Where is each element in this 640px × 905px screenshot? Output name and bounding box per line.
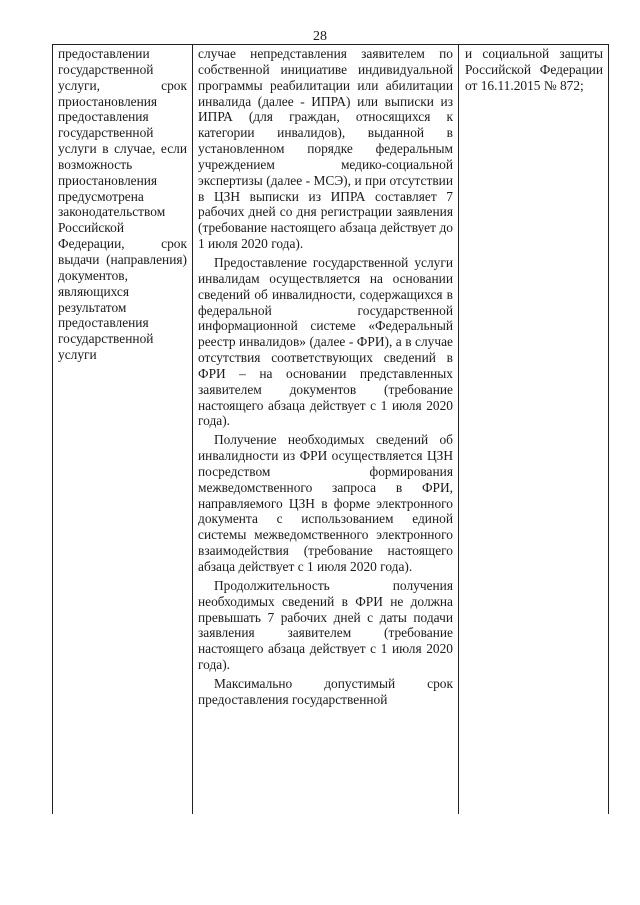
content-paragraph: Максимально допустимый срок предоставления государственной [198,675,453,707]
cell-text-reference: и социальной защиты Российской Федерации от 16.11.2015 № 872; [465,46,603,93]
content-paragraph: Предоставление государственной услуги инвалидам осуществляется на основании сведений об инвалидности, содержащихся в федеральной государственной информационной системе «Федеральный реестр инвалидов» (далее - ФРИ), а в случае отсутствия соответствующих сведений в ФРИ – на основании представленных заявителем документов (требование настоящего абзаца действует с 1 июля 2020 года). [198,254,453,429]
cell-text-topic: предоставлении государственной услуги, срок приостановления предоставления государственной услуги в случае, если возможность приостановления предусмотрена законодательством Российской Федерации, срок выдачи (направления) документов, являющихся результатом предоставления государственной услуги [58,46,187,363]
content-paragraph: Получение необходимых сведений об инвалидности из ФРИ осуществляется ЦЗН посредством формирования межведомственного запроса в ФРИ, направляемого ЦЗН в форме электронного документа с использованием единой системы межведомственного электронного взаимодействия (требование настоящего абзаца действует с 1 июля 2020 года). [198,432,453,574]
page-number: 28 [313,29,327,44]
content-paragraph: случае непредставления заявителем по собственной инициативе индивидуальной программы реабилитации или абилитации инвалида (далее - ИПРА) или выписки из ИПРА (для граждан, относящихся к категории инвалидов), выданной в установленном порядке федеральным учреждением медико-социальной экспертизы (далее - МСЭ), и при отсутствии в ЦЗН выписки из ИПРА составляет 7 рабочих дней со дня регистрации заявления (требование настоящего абзаца действует до 1 июля 2020 года). [198,46,453,252]
table-cell-topic [53,45,193,814]
document-table [52,44,609,814]
content-paragraph: Продолжительность получения необходимых сведений в ФРИ не должна превышать 7 рабочих дней с даты подачи заявления заявителем (требование настоящего абзаца действует с 1 июля 2020 года). [198,577,453,673]
table-cell-reference [459,45,608,814]
table-cell-content [193,45,459,814]
